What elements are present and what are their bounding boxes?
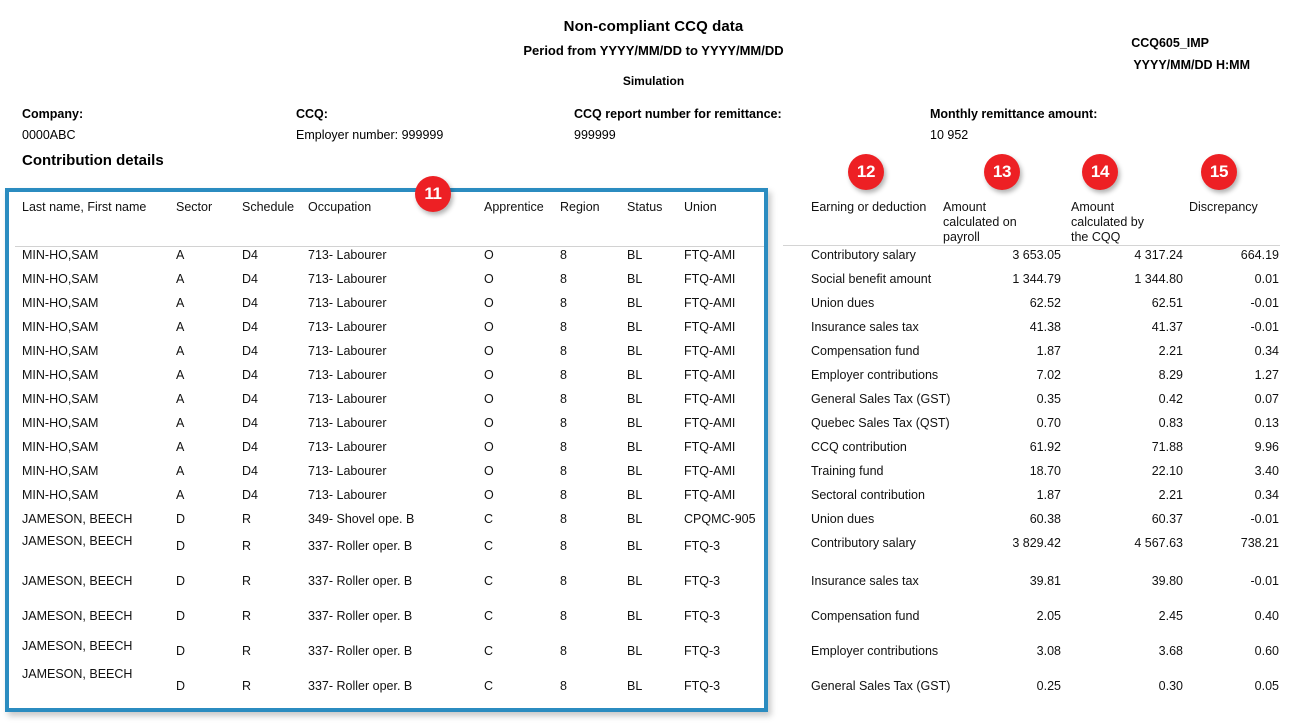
column-header-occupation: Occupation — [308, 200, 372, 214]
employee-table-row — [5, 440, 768, 464]
cell-payroll: 3 653.05 — [1012, 248, 1061, 262]
cell-name: MIN-HO,SAM — [22, 320, 99, 334]
cell-occupation: 713- Labourer — [308, 248, 387, 262]
cell-region: 8 — [560, 344, 567, 358]
cell-occupation: 337- Roller oper. B — [308, 574, 413, 588]
cell-name: JAMESON, BEECH — [22, 574, 133, 588]
section-title: Contribution details — [22, 152, 164, 169]
cell-schedule: D4 — [242, 440, 258, 454]
cell-status: BL — [627, 344, 643, 358]
amounts-table-row — [783, 464, 1287, 488]
cell-status: BL — [627, 440, 643, 454]
cell-cqq: 0.30 — [1158, 679, 1183, 693]
cell-status: BL — [627, 320, 643, 334]
cell-region: 8 — [560, 296, 567, 310]
cell-cqq: 1 344.80 — [1134, 272, 1183, 286]
cell-schedule: D4 — [242, 368, 258, 382]
amounts-table-body — [783, 248, 1287, 708]
cell-region: 8 — [560, 464, 567, 478]
cell-name: MIN-HO,SAM — [22, 464, 99, 478]
cell-status: BL — [627, 512, 643, 526]
cell-discrepancy: 0.34 — [1254, 344, 1279, 358]
cell-occupation: 713- Labourer — [308, 440, 387, 454]
cell-payroll: 2.05 — [1036, 609, 1061, 623]
cell-name: JAMESON, BEECH — [22, 512, 133, 526]
cell-payroll: 62.52 — [1029, 296, 1061, 310]
cell-earning: Sectoral contribution — [811, 488, 925, 502]
company-label: Company: — [22, 107, 84, 121]
cell-schedule: R — [242, 609, 252, 623]
monthly-remittance-value: 10 952 — [930, 128, 969, 142]
cell-occupation: 713- Labourer — [308, 488, 387, 502]
cell-cqq: 3.68 — [1158, 644, 1183, 658]
cell-apprentice: C — [484, 539, 494, 553]
cell-cqq: 62.51 — [1151, 296, 1183, 310]
cell-name: MIN-HO,SAM — [22, 416, 99, 430]
cell-schedule: D4 — [242, 248, 258, 262]
cell-schedule: D4 — [242, 320, 258, 334]
column-header-earning-or-deduction: Earning or deduction — [811, 200, 927, 214]
cell-earning: General Sales Tax (GST) — [811, 679, 951, 693]
cell-status: BL — [627, 392, 643, 406]
employee-table-row — [5, 272, 768, 296]
cell-occupation: 713- Labourer — [308, 392, 387, 406]
cell-union: FTQ-AMI — [684, 488, 736, 502]
cell-cqq: 2.45 — [1158, 609, 1183, 623]
cell-region: 8 — [560, 644, 567, 658]
cell-apprentice: O — [484, 464, 494, 478]
employee-table-row — [5, 320, 768, 344]
cell-apprentice: O — [484, 320, 494, 334]
amounts-table-row — [783, 344, 1287, 368]
cell-region: 8 — [560, 248, 567, 262]
cell-name: MIN-HO,SAM — [22, 296, 99, 310]
cell-discrepancy: 738.21 — [1240, 536, 1279, 550]
amounts-table-row — [783, 512, 1287, 536]
cell-occupation: 713- Labourer — [308, 344, 387, 358]
cell-discrepancy: 0.07 — [1254, 392, 1279, 406]
callout-badge-13: 13 — [984, 154, 1020, 190]
cell-cqq: 22.10 — [1151, 464, 1183, 478]
cell-status: BL — [627, 574, 643, 588]
cell-union: CPQMC-905 — [684, 512, 756, 526]
report-code: CCQ605_IMP — [1131, 36, 1209, 50]
cell-union: FTQ-3 — [684, 644, 721, 658]
cell-earning: Insurance sales tax — [811, 320, 919, 334]
cell-payroll: 0.25 — [1036, 679, 1061, 693]
cell-earning: Insurance sales tax — [811, 574, 919, 588]
cell-apprentice: O — [484, 248, 494, 262]
cell-sector: A — [176, 464, 185, 478]
cell-payroll: 1 344.79 — [1012, 272, 1061, 286]
cell-schedule: D4 — [242, 344, 258, 358]
cell-sector: A — [176, 368, 185, 382]
cell-name: MIN-HO,SAM — [22, 248, 99, 262]
cell-occupation: 713- Labourer — [308, 368, 387, 382]
ccq-field — [296, 107, 443, 142]
cell-region: 8 — [560, 574, 567, 588]
amounts-table-row — [783, 272, 1287, 296]
cell-name: JAMESON, BEECH — [22, 534, 133, 548]
cell-discrepancy: -0.01 — [1250, 512, 1279, 526]
cell-discrepancy: 0.34 — [1254, 488, 1279, 502]
cell-earning: General Sales Tax (GST) — [811, 392, 951, 406]
column-header-schedule: Schedule — [242, 200, 295, 214]
employee-table-row — [5, 344, 768, 368]
cell-discrepancy: 664.19 — [1240, 248, 1279, 262]
cell-earning: Employer contributions — [811, 368, 939, 382]
cell-discrepancy: 0.05 — [1254, 679, 1279, 693]
report-mode: Simulation — [622, 74, 685, 88]
cell-cqq: 8.29 — [1158, 368, 1183, 382]
cell-region: 8 — [560, 392, 567, 406]
cell-region: 8 — [560, 416, 567, 430]
cell-status: BL — [627, 416, 643, 430]
cell-earning: Compensation fund — [811, 609, 920, 623]
cell-cqq: 39.80 — [1151, 574, 1183, 588]
ccq-report-number-value: 999999 — [574, 128, 616, 142]
amounts-table-row — [783, 368, 1287, 392]
amounts-table-row — [783, 536, 1287, 560]
cell-union: FTQ-3 — [684, 574, 721, 588]
column-header-amount-cqq-line3: the CQQ — [1071, 230, 1121, 244]
callout-badge-11: 11 — [415, 176, 451, 212]
employee-table-row — [5, 368, 768, 392]
column-header-name: Last name, First name — [22, 200, 147, 214]
cell-region: 8 — [560, 440, 567, 454]
cell-sector: A — [176, 272, 185, 286]
cell-payroll: 0.70 — [1036, 416, 1061, 430]
column-header-amount-payroll-line2: calculated on — [943, 215, 1017, 229]
monthly-remittance-field — [930, 107, 1097, 142]
cell-discrepancy: -0.01 — [1250, 320, 1279, 334]
employee-table-row — [5, 609, 768, 633]
amounts-table-row — [783, 296, 1287, 320]
cell-status: BL — [627, 488, 643, 502]
cell-cqq: 0.83 — [1158, 416, 1183, 430]
cell-union: FTQ-AMI — [684, 464, 736, 478]
cell-name: MIN-HO,SAM — [22, 488, 99, 502]
cell-cqq: 60.37 — [1151, 512, 1183, 526]
cell-payroll: 3 829.42 — [1012, 536, 1061, 550]
employee-table-row — [5, 639, 768, 668]
cell-sector: A — [176, 392, 185, 406]
cell-sector: A — [176, 440, 185, 454]
column-header-amount-payroll-line3: payroll — [943, 230, 980, 244]
cell-region: 8 — [560, 539, 567, 553]
cell-status: BL — [627, 368, 643, 382]
cell-union: FTQ-3 — [684, 539, 721, 553]
employee-table-row — [5, 416, 768, 440]
amounts-table-row — [783, 609, 1287, 633]
cell-occupation: 713- Labourer — [308, 320, 387, 334]
cell-cqq: 4 567.63 — [1134, 536, 1183, 550]
cell-earning: Union dues — [811, 512, 875, 526]
cell-schedule: R — [242, 512, 252, 526]
column-header-region: Region — [560, 200, 600, 214]
cell-status: BL — [627, 296, 643, 310]
cell-name: MIN-HO,SAM — [22, 272, 99, 286]
cell-name: MIN-HO,SAM — [22, 344, 99, 358]
employee-table-row — [5, 574, 768, 598]
ccq-report-number-label: CCQ report number for remittance: — [574, 107, 782, 121]
cell-payroll: 18.70 — [1029, 464, 1061, 478]
column-header-amount-cqq-line1: Amount — [1071, 200, 1115, 214]
ccq-report-number-field — [574, 107, 782, 142]
employee-table-row — [5, 488, 768, 512]
cell-apprentice: O — [484, 272, 494, 286]
amounts-table-header-row — [783, 200, 1287, 246]
amounts-table-row — [783, 392, 1287, 416]
cell-apprentice: O — [484, 488, 494, 502]
cell-discrepancy: 0.13 — [1254, 416, 1279, 430]
cell-schedule: D4 — [242, 392, 258, 406]
cell-discrepancy: -0.01 — [1250, 296, 1279, 310]
cell-discrepancy: 0.40 — [1254, 609, 1279, 623]
cell-discrepancy: 9.96 — [1254, 440, 1279, 454]
cell-occupation: 337- Roller oper. B — [308, 609, 413, 623]
report-timestamp: YYYY/MM/DD H:MM — [1133, 58, 1250, 72]
cell-earning: Quebec Sales Tax (QST) — [811, 416, 950, 430]
report-period: Period from YYYY/MM/DD to YYYY/MM/DD — [523, 43, 784, 58]
amounts-table-row — [783, 488, 1287, 512]
employee-table-header-divider — [15, 246, 764, 247]
cell-apprentice: O — [484, 344, 494, 358]
cell-earning: Compensation fund — [811, 344, 920, 358]
cell-union: FTQ-AMI — [684, 272, 736, 286]
cell-schedule: D4 — [242, 272, 258, 286]
cell-status: BL — [627, 644, 643, 658]
cell-schedule: R — [242, 679, 252, 693]
cell-earning: Training fund — [811, 464, 884, 478]
cell-earning: Union dues — [811, 296, 875, 310]
cell-payroll: 7.02 — [1036, 368, 1061, 382]
column-header-sector: Sector — [176, 200, 213, 214]
cell-occupation: 713- Labourer — [308, 272, 387, 286]
amounts-table-row — [783, 679, 1287, 703]
cell-sector: D — [176, 609, 186, 623]
cell-status: BL — [627, 539, 643, 553]
cell-union: FTQ-AMI — [684, 320, 736, 334]
cell-name: MIN-HO,SAM — [22, 392, 99, 406]
cell-region: 8 — [560, 320, 567, 334]
amounts-table-row — [783, 644, 1287, 668]
cell-discrepancy: 0.01 — [1254, 272, 1279, 286]
cell-earning: Contributory salary — [811, 248, 916, 262]
amounts-table-row — [783, 248, 1287, 272]
cell-status: BL — [627, 679, 643, 693]
cell-apprentice: C — [484, 609, 494, 623]
employee-table-row — [5, 534, 768, 563]
cell-union: FTQ-3 — [684, 609, 721, 623]
cell-sector: D — [176, 512, 186, 526]
cell-union: FTQ-AMI — [684, 296, 736, 310]
company-value: 0000ABC — [22, 128, 76, 142]
amounts-table-row — [783, 574, 1287, 598]
column-header-union: Union — [684, 200, 717, 214]
cell-earning: Employer contributions — [811, 644, 939, 658]
cell-payroll: 39.81 — [1029, 574, 1061, 588]
cell-schedule: R — [242, 574, 252, 588]
column-header-discrepancy: Discrepancy — [1189, 200, 1258, 214]
cell-union: FTQ-AMI — [684, 368, 736, 382]
amounts-table-row — [783, 416, 1287, 440]
employee-table-body — [5, 248, 768, 708]
cell-name: MIN-HO,SAM — [22, 368, 99, 382]
cell-discrepancy: 0.60 — [1254, 644, 1279, 658]
cell-cqq: 71.88 — [1151, 440, 1183, 454]
cell-apprentice: C — [484, 512, 494, 526]
cell-region: 8 — [560, 368, 567, 382]
cell-region: 8 — [560, 512, 567, 526]
callout-badge-14: 14 — [1082, 154, 1118, 190]
cell-union: FTQ-AMI — [684, 440, 736, 454]
cell-status: BL — [627, 248, 643, 262]
cell-apprentice: O — [484, 416, 494, 430]
column-header-amount-payroll — [943, 200, 1061, 245]
cell-name: JAMESON, BEECH — [22, 609, 133, 623]
cell-schedule: D4 — [242, 488, 258, 502]
employee-table-row — [5, 392, 768, 416]
cell-region: 8 — [560, 609, 567, 623]
cell-apprentice: O — [484, 440, 494, 454]
page-title: Non-compliant CCQ data — [563, 18, 744, 35]
cell-union: FTQ-AMI — [684, 392, 736, 406]
cell-name: MIN-HO,SAM — [22, 440, 99, 454]
column-header-status: Status — [627, 200, 663, 214]
cell-union: FTQ-AMI — [684, 416, 736, 430]
cell-discrepancy: 1.27 — [1254, 368, 1279, 382]
cell-occupation: 337- Roller oper. B — [308, 679, 413, 693]
employee-table — [5, 188, 768, 712]
employee-table-row — [5, 512, 768, 536]
callout-badge-12: 12 — [848, 154, 884, 190]
cell-region: 8 — [560, 488, 567, 502]
cell-payroll: 1.87 — [1036, 344, 1061, 358]
cell-cqq: 4 317.24 — [1134, 248, 1183, 262]
cell-occupation: 713- Labourer — [308, 296, 387, 310]
cell-occupation: 713- Labourer — [308, 464, 387, 478]
employee-table-row — [5, 464, 768, 488]
cell-apprentice: C — [484, 644, 494, 658]
cell-payroll: 61.92 — [1029, 440, 1061, 454]
cell-sector: A — [176, 248, 185, 262]
cell-occupation: 349- Shovel ope. B — [308, 512, 415, 526]
ccq-label: CCQ: — [296, 107, 328, 121]
cell-region: 8 — [560, 272, 567, 286]
cell-payroll: 0.35 — [1036, 392, 1061, 406]
column-header-amount-cqq — [1071, 200, 1189, 245]
cell-occupation: 713- Labourer — [308, 416, 387, 430]
cell-cqq: 2.21 — [1158, 488, 1183, 502]
cell-name: JAMESON, BEECH — [22, 639, 133, 653]
cell-discrepancy: 3.40 — [1254, 464, 1279, 478]
cell-earning: Contributory salary — [811, 536, 916, 550]
cell-sector: D — [176, 574, 186, 588]
cell-payroll: 3.08 — [1036, 644, 1061, 658]
cell-earning: Social benefit amount — [811, 272, 932, 286]
cell-apprentice: O — [484, 296, 494, 310]
cell-payroll: 1.87 — [1036, 488, 1061, 502]
cell-sector: A — [176, 320, 185, 334]
cell-schedule: R — [242, 644, 252, 658]
cell-discrepancy: -0.01 — [1250, 574, 1279, 588]
cell-sector: A — [176, 344, 185, 358]
cell-schedule: D4 — [242, 296, 258, 310]
cell-cqq: 41.37 — [1151, 320, 1183, 334]
cell-cqq: 2.21 — [1158, 344, 1183, 358]
cell-apprentice: C — [484, 679, 494, 693]
cell-sector: D — [176, 539, 186, 553]
cell-name: JAMESON, BEECH — [22, 667, 133, 681]
employee-table-row — [5, 667, 768, 703]
cell-schedule: R — [242, 539, 252, 553]
column-header-amount-cqq-line2: calculated by — [1071, 215, 1144, 229]
amounts-table-row — [783, 320, 1287, 344]
cell-earning: CCQ contribution — [811, 440, 907, 454]
cell-schedule: D4 — [242, 464, 258, 478]
cell-sector: D — [176, 644, 186, 658]
cell-payroll: 41.38 — [1029, 320, 1061, 334]
company-field — [22, 107, 83, 142]
column-header-apprentice: Apprentice — [484, 200, 544, 214]
cell-sector: D — [176, 679, 186, 693]
cell-occupation: 337- Roller oper. B — [308, 539, 413, 553]
cell-occupation: 337- Roller oper. B — [308, 644, 413, 658]
employee-table-row — [5, 248, 768, 272]
cell-region: 8 — [560, 679, 567, 693]
amounts-table — [783, 188, 1287, 712]
cell-apprentice: C — [484, 574, 494, 588]
cell-cqq: 0.42 — [1158, 392, 1183, 406]
employee-table-row — [5, 296, 768, 320]
cell-sector: A — [176, 416, 185, 430]
cell-union: FTQ-3 — [684, 679, 721, 693]
column-header-amount-payroll-line1: Amount — [943, 200, 987, 214]
employee-table-header-row — [5, 200, 768, 246]
cell-apprentice: O — [484, 368, 494, 382]
cell-status: BL — [627, 609, 643, 623]
amounts-table-row — [783, 440, 1287, 464]
cell-status: BL — [627, 272, 643, 286]
monthly-remittance-label: Monthly remittance amount: — [930, 107, 1098, 121]
cell-payroll: 60.38 — [1029, 512, 1061, 526]
amounts-table-header-divider — [783, 245, 1280, 246]
callout-badge-15: 15 — [1201, 154, 1237, 190]
cell-sector: A — [176, 296, 185, 310]
cell-union: FTQ-AMI — [684, 248, 736, 262]
cell-schedule: D4 — [242, 416, 258, 430]
cell-status: BL — [627, 464, 643, 478]
cell-apprentice: O — [484, 392, 494, 406]
cell-union: FTQ-AMI — [684, 344, 736, 358]
cell-sector: A — [176, 488, 185, 502]
ccq-employer-number-value: Employer number: 999999 — [296, 128, 444, 142]
